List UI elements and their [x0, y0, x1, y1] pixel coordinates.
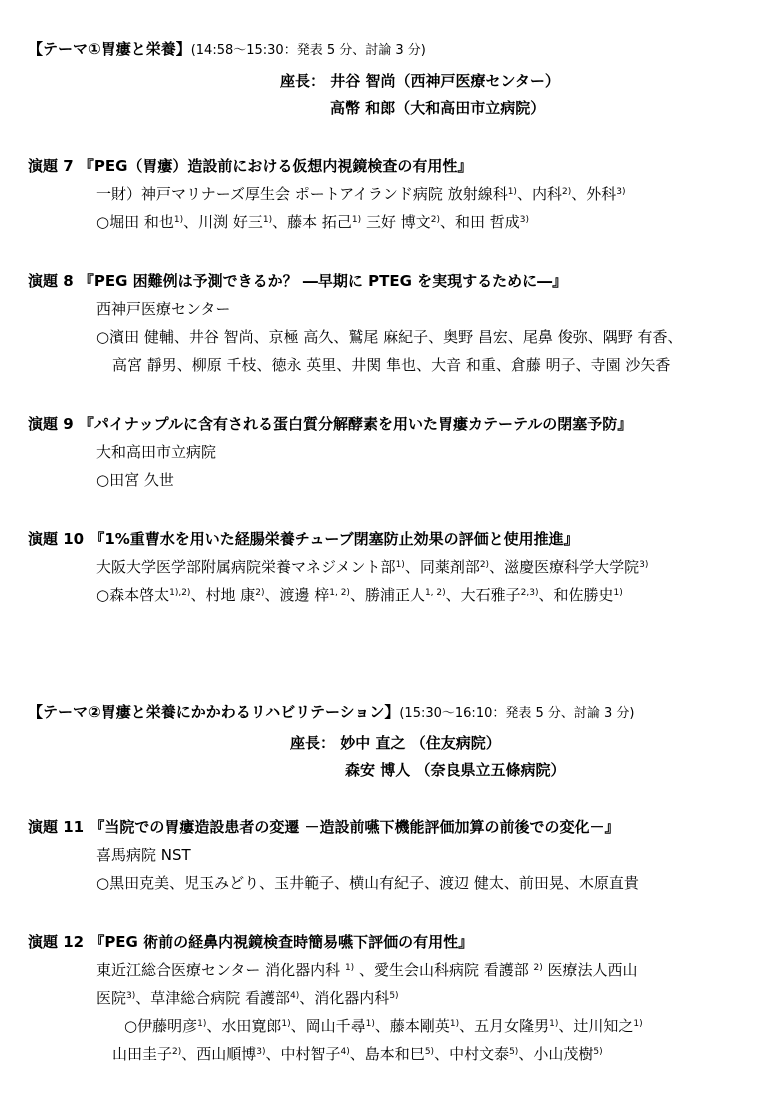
text-segment: 、渡邊 梓: [264, 586, 330, 604]
text-segment: 医療法人西山: [542, 961, 638, 979]
text-segment: 喜馬病院 NST: [96, 846, 191, 864]
text-segment: 、大石雅子: [445, 586, 521, 604]
presentation-title: 演題 8 『PEG 困難例は予測できるか？ ―早期に PTEG を実現するために―』: [28, 272, 568, 290]
footnote-marker: 5): [389, 991, 399, 1001]
theme2-chair-label: 座長：: [290, 734, 336, 752]
text-segment: ○田宮 久世: [96, 471, 174, 489]
text-segment: 、同薬剤部: [404, 558, 480, 576]
presentation-affiliation: [96, 558, 648, 576]
theme2-heading: 【テーマ②胃瘻と栄養にかかわるリハビリテーション】: [28, 703, 400, 721]
text-segment: 、藤本 拓己: [272, 213, 352, 231]
presentation-authors-cont: [112, 356, 670, 374]
text-segment: 、中村智子: [265, 1045, 341, 1063]
text-segment: 一財）神戸マリナーズ厚生会 ポートアイランド病院 放射線科: [96, 185, 508, 203]
theme1-chair-label: 座長：: [280, 72, 326, 90]
footnote-marker: 2): [430, 215, 440, 225]
presentation-title: 演題 12 『PEG 術前の経鼻内視鏡検査時簡易嚥下評価の有用性』: [28, 933, 474, 951]
theme2-timing: (15:30～16:10：発表 5 分、討論 3 分): [399, 706, 635, 721]
text-segment: 、消化器内科: [299, 989, 390, 1007]
text-segment: 、五月女隆男: [459, 1017, 550, 1035]
presentation-authors: [124, 1017, 643, 1035]
text-segment: 、中村文泰: [434, 1045, 510, 1063]
text-segment: 大阪大学医学部附属病院栄養マネジメント部: [96, 558, 396, 576]
text-segment: 大和高田市立病院: [96, 443, 217, 461]
presentation-affiliation: [96, 300, 230, 318]
theme1-chair-line1: [280, 72, 560, 90]
presentation-title: 演題 9 『パイナップルに含有される蛋白質分解酵素を用いた胃瘻カテーテルの閉塞予防』: [28, 415, 633, 433]
presentation-affiliation: [96, 185, 625, 203]
text-segment: 、和田 哲成: [439, 213, 520, 231]
footnote-marker: 1): [633, 1019, 643, 1029]
text-segment: 山田圭子: [112, 1045, 173, 1063]
footnote-marker: 1): [549, 1019, 559, 1029]
presentation-affiliation-cont: [96, 989, 399, 1007]
footnote-marker: 3): [616, 187, 626, 197]
footnote-marker: 3): [256, 1047, 266, 1057]
footnote-marker: 1): [351, 215, 362, 225]
presentation-affiliation: [96, 443, 216, 461]
footnote-marker: 4): [290, 991, 300, 1001]
text-segment: 、西山順博: [181, 1045, 257, 1063]
text-segment: 、村地 康: [190, 586, 256, 604]
theme1-chair2: 高幣 和郎（大和高田市立病院）: [330, 99, 546, 117]
footnote-marker: 1): [344, 963, 355, 973]
text-segment: 、内科: [516, 185, 562, 203]
footnote-marker: 1): [507, 187, 517, 197]
footnote-marker: 2): [172, 1047, 182, 1057]
theme1-timing: (14:58～15:30：発表 5 分、討論 3 分): [190, 43, 426, 58]
theme2-chair-line1: [290, 734, 501, 752]
theme1-header: [28, 40, 426, 59]
footnote-marker: 2,3): [520, 588, 539, 598]
footnote-marker: 5): [424, 1047, 435, 1057]
text-segment: 、滋慶医療科学大学院: [489, 558, 640, 576]
text-segment: 西神戸医療センター: [96, 300, 231, 318]
presentation-authors: [96, 328, 682, 346]
presentation-authors: [96, 471, 174, 489]
footnote-marker: 2): [479, 560, 490, 570]
footnote-marker: 5): [593, 1047, 603, 1057]
text-segment: 医院: [96, 989, 127, 1007]
footnote-marker: 1),2): [169, 588, 191, 598]
text-segment: 、岡山千尋: [290, 1017, 366, 1035]
text-segment: ○濱田 健輔、井谷 智尚、京極 高久、鷲尾 麻紀子、奥野 昌宏、尾鼻 俊弥、隅野 有香、: [96, 328, 683, 346]
footnote-marker: 1): [262, 215, 273, 225]
presentation-authors: [96, 874, 639, 892]
footnote-marker: 1): [173, 215, 184, 225]
text-segment: 、小山茂樹: [518, 1045, 594, 1063]
text-segment: ○黒田克美、児玉みどり、玉井範子、横山有紀子、渡辺 健太、前田晃、木原直貴: [96, 874, 639, 892]
theme2-chair1: 妙中 直之 （住友病院）: [340, 734, 501, 752]
presentation-authors-cont: [112, 1045, 603, 1063]
footnote-marker: 3): [639, 560, 649, 570]
theme1-chair1: 井谷 智尚（西神戸医療センター）: [330, 72, 560, 90]
footnote-marker: 1): [365, 1019, 375, 1029]
theme2-chair2: 森安 博人 （奈良県立五條病院）: [345, 761, 566, 779]
text-segment: 、川渕 好三: [183, 213, 263, 231]
footnote-marker: 1, 2): [329, 588, 350, 598]
theme2-header: [28, 703, 635, 722]
footnote-marker: 2): [561, 187, 572, 197]
footnote-marker: 1): [281, 1019, 291, 1029]
text-segment: ○堀田 和也: [96, 213, 174, 231]
footnote-marker: 1): [197, 1019, 207, 1029]
footnote-marker: 1): [613, 588, 623, 598]
presentation-affiliation: [96, 846, 191, 864]
footnote-marker: 1, 2): [424, 588, 446, 598]
footnote-marker: 4): [340, 1047, 350, 1057]
text-segment: 、島本和巳: [349, 1045, 425, 1063]
text-segment: 、勝浦正人: [349, 586, 425, 604]
presentation-title: 演題 11 『当院での胃瘻造設患者の変遷 －造設前嚥下機能評価加算の前後での変化－』: [28, 818, 620, 836]
presentation-authors: [96, 213, 529, 231]
footnote-marker: 1): [395, 560, 405, 570]
footnote-marker: 3): [519, 215, 529, 225]
text-segment: 、愛生会山科病院 看護部: [354, 961, 534, 979]
text-segment: 東近江総合医療センター 消化器内科: [96, 961, 345, 979]
text-segment: 、外科: [571, 185, 617, 203]
footnote-marker: 2): [533, 963, 543, 973]
presentation-affiliation: [96, 961, 638, 979]
text-segment: ○森本啓太: [96, 586, 170, 604]
text-segment: 、水田寛郎: [206, 1017, 282, 1035]
presentation-title: 演題 10 『1%重曹水を用いた経腸栄養チューブ閉塞防止効果の評価と使用推進』: [28, 530, 579, 548]
text-segment: 、辻川知之: [558, 1017, 634, 1035]
footnote-marker: 5): [509, 1047, 519, 1057]
text-segment: ○伊藤明彦: [124, 1017, 198, 1035]
presentation-authors: [96, 586, 623, 604]
theme1-heading: 【テーマ①胃瘻と栄養】: [28, 40, 191, 58]
footnote-marker: 2): [255, 588, 265, 598]
footnote-marker: 1): [449, 1019, 460, 1029]
text-segment: 高宮 靜男、柳原 千枝、徳永 英里、井関 隼也、大音 和重、倉藤 明子、寺園 沙矢香: [112, 356, 671, 374]
text-segment: 三好 博文: [361, 213, 431, 231]
presentation-title: 演題 7 『PEG（胃瘻）造設前における仮想内視鏡検査の有用性』: [28, 157, 473, 175]
text-segment: 、草津総合病院 看護部: [135, 989, 291, 1007]
text-segment: 、和佐勝史: [538, 586, 614, 604]
footnote-marker: 3): [126, 991, 136, 1001]
text-segment: 、藤本剛英: [374, 1017, 450, 1035]
